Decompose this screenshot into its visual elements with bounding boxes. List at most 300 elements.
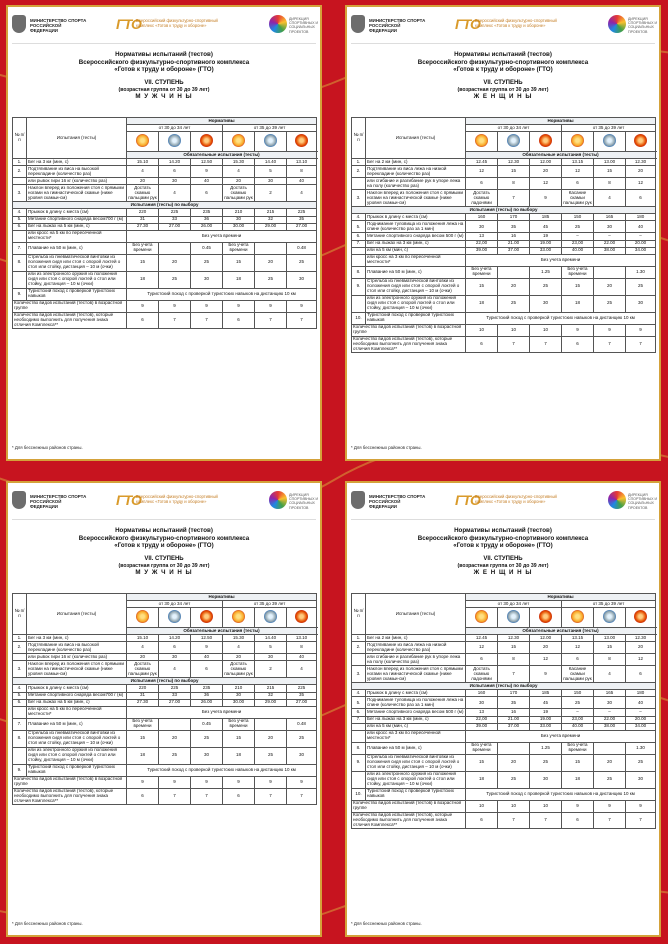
col-norms-header: Нормативы [466,118,656,125]
row-number [352,247,366,254]
norm-value: 33.00 [530,247,562,254]
header-divider [351,43,655,44]
age-group-1: от 30 до 34 лет [466,601,562,608]
norm-span-value: Туристский поход с проверкой туристских навыков на дистанцию 10 км [466,312,656,324]
test-name: Прыжок в длину с места (см) [27,685,127,692]
silver-badge-icon [603,610,616,623]
silver-badge-icon [168,610,181,623]
norm-value: 20 [498,754,530,771]
norm-value: 9 [191,642,223,654]
row-number: 5. [13,216,27,223]
row-number: 1. [352,635,366,642]
gold-badge-icon [136,610,149,623]
norm-value: 30 [594,697,626,709]
gto-logo-text: Всероссийский физкультурно-спортивный комплекс «Готов к труду и обороне» [136,494,218,504]
table-row [352,742,656,754]
row-number: 2. [13,166,27,178]
norm-value: 30 [626,295,656,312]
norm-value: 12.00 [530,159,562,166]
test-name: Бег на 2 км (мин, с) [366,635,466,642]
test-name: Бег на лыжах на 3 км (мин, с) [366,716,466,723]
norm-value: 20 [594,278,626,295]
table-row [13,271,317,288]
col-number-header: № п/п [352,594,366,635]
badge-cell [223,132,255,152]
norm-value: 2 [255,661,287,678]
row-number: 6. [13,223,27,230]
age-group-2: от 35 до 39 лет [562,601,656,608]
test-name: или рывок гири 16 кг (количество раз) [27,178,127,185]
count-value: 9 [626,800,656,812]
norm-value: 6 [626,190,656,207]
poster-sheet [345,481,661,937]
need-value: 7 [159,312,191,329]
row-number: 7. [13,242,27,254]
test-name: Прыжок в длину с места (см) [27,209,127,216]
count-value: 9 [626,324,656,336]
norms-table [351,593,656,829]
norm-span-value: Без учета времени [466,730,656,742]
count-value: 10 [466,800,498,812]
test-name: Бег на лыжах на 5 км (мин, с) [27,223,127,230]
count-value: 9 [255,776,287,788]
norm-value: 8 [287,166,317,178]
row-number [352,771,366,788]
norm-value: 25 [562,221,594,233]
badge-cell [466,608,498,628]
test-name: или кросс на 3 км по пересеченной местности* [366,730,466,742]
row-number [352,178,366,190]
count-value: 9 [594,800,626,812]
norm-value: 14.40 [255,159,287,166]
norm-value: 45 [530,221,562,233]
table-row [352,716,656,723]
test-name: или кросс на 5 км по пересеченной местности* [27,230,127,242]
bronze-badge-icon [634,134,647,147]
norm-value: 25 [287,254,317,271]
gold-badge-icon [571,134,584,147]
need-label: Количество видов испытаний (тестов), которые необходимо выполнить для получения знака отличия Комплекса** [352,336,466,353]
norm-value: 23,00 [562,240,594,247]
age-group-1: от 30 до 34 лет [127,601,223,608]
norm-value: 20.00 [626,716,656,723]
row-number [352,723,366,730]
norm-value: Без учета времени [466,742,498,754]
age-group-1: от 30 до 34 лет [127,125,223,132]
age-group-2: от 35 до 39 лет [223,601,317,608]
norm-value: 39.00 [466,723,498,730]
need-value: 7 [498,812,530,829]
test-name: Стрельба из пневматической винтовки из положения сидя или стоя с опорой локтей о стол или стойку, дистанция – 10 м (очки) [366,278,466,295]
gto-logo-text: Всероссийский физкультурно-спортивный комплекс «Готов к труду и обороне» [475,494,557,504]
row-number: 5. [352,221,366,233]
norm-value: Достать скамью пальцами рук [128,185,157,200]
norm-value: 185 [530,214,562,221]
test-name: или из электронного оружия из положения сидя или стоя с опорой локтей о стол или стойку, дистанция – 10 м (очки) [27,747,127,764]
need-value: 7 [287,312,317,329]
silver-badge-icon [168,134,181,147]
table-row [13,209,317,216]
norm-value: 20 [159,730,191,747]
norm-value: 0.48 [287,718,317,730]
count-value: 9 [255,300,287,312]
row-number: 10. [352,788,366,800]
row-number: 5. [13,692,27,699]
norm-value: – [594,709,626,716]
norm-value: 30.00 [223,699,255,706]
norm-value: Без учета времени [223,242,255,254]
table-row [13,635,317,642]
count-value: 9 [287,300,317,312]
row-number [13,230,27,242]
norm-value: 35 [498,697,530,709]
badge-cell [530,132,562,152]
test-name: или рывок гири 16 кг (количество раз) [27,654,127,661]
norm-value: 20 [594,754,626,771]
norm-value: 12 [562,166,594,178]
norm-value: 8 [594,654,626,666]
norm-value: – [626,233,656,240]
norm-value: 30 [223,216,255,223]
norm-value: 15 [594,642,626,654]
table-row [13,230,317,242]
norm-value: 6 [562,178,594,190]
directorate-logo-text: ДИРЕКЦИЯ СПОРТИВНЫХ И СОЦИАЛЬНЫХ ПРОЕКТОВ [628,493,658,510]
norm-value: Без учета времени [127,242,159,254]
norm-value: 26.00 [191,223,223,230]
norm-value: 15 [594,166,626,178]
norm-value: 12 [530,178,562,190]
table-row [352,666,656,683]
norm-value: 30 [191,747,223,764]
test-name: Бег на лыжах на 3 км (мин, с) [366,240,466,247]
norm-value: 9 [530,666,562,683]
count-value: 9 [562,324,594,336]
count-label: Количество видов испытаний (тестов) в возрастной группе [352,324,466,336]
norm-value: 19 [530,709,562,716]
stage-title: VII. СТУПЕНЬ [483,79,523,86]
poster-sheet [6,5,322,461]
norm-value: 13.15 [562,159,594,166]
norm-value: 15 [127,254,159,271]
norm-value: 45 [530,697,562,709]
norm-value: 30 [255,654,287,661]
table-row [352,295,656,312]
norm-value [498,266,530,278]
norm-value: 25 [626,754,656,771]
table-row [352,709,656,716]
count-value: 9 [191,300,223,312]
table-row [352,730,656,742]
bronze-badge-icon [539,610,552,623]
norm-value: 15 [562,278,594,295]
table-row [13,661,317,678]
bronze-badge-icon [200,610,213,623]
norm-value: 30.00 [223,223,255,230]
test-name: Наклон вперед из положения стоя с прямыми ногами на гимнастической скамье (ниже уровня скамьи-см) [366,190,466,207]
row-number: 3. [352,666,366,683]
norm-value: 32 [255,692,287,699]
gold-badge-icon [232,610,245,623]
norm-value: 20.00 [626,240,656,247]
footnote: * Для бесснежных районов страны. [351,921,422,926]
silver-badge-icon [507,134,520,147]
row-number [13,747,27,764]
norm-value: 33 [159,216,191,223]
need-row [13,788,317,805]
row-number [13,178,27,185]
age-group: (возрастная группа от 30 до 39 лет) [457,562,549,569]
bronze-badge-icon [539,134,552,147]
count-value: 10 [530,324,562,336]
norm-value: 35 [498,221,530,233]
badge-cell [127,132,159,152]
need-value: 7 [191,788,223,805]
norm-value: 25 [159,747,191,764]
norm-value: 210 [223,685,255,692]
table-row [352,642,656,654]
norm-value: 12 [466,166,498,178]
need-value: 6 [466,336,498,353]
norm-value: 19.00 [530,240,562,247]
col-test-header: Испытания (тесты) [27,118,127,159]
gold-badge-icon [232,134,245,147]
norm-value: – [562,233,594,240]
norm-value: Касание скамьи пальцами рук [563,665,592,681]
count-value: 9 [562,800,594,812]
badge-cell [159,132,191,152]
norm-value: 25 [498,295,530,312]
norm-value: 170 [498,690,530,697]
norm-value: 6 [159,166,191,178]
norm-value: Без учета времени [562,742,594,754]
badge-cell [223,608,255,628]
table-row [13,642,317,654]
norm-value: 4 [594,666,626,683]
age-group: (возрастная группа от 30 до 39 лет) [118,86,210,93]
directorate-star-icon [608,491,626,509]
badge-cell [255,608,287,628]
header-divider [12,43,316,44]
norm-value: 20 [530,166,562,178]
table-row [352,266,656,278]
gto-logo-text: Всероссийский физкультурно-спортивный комплекс «Готов к труду и обороне» [475,18,557,28]
norm-value: 15 [562,754,594,771]
norm-value: 6 [562,654,594,666]
count-value: 9 [191,776,223,788]
norms-table [12,593,317,805]
need-value: 7 [626,336,656,353]
ministry-logo-text: МИНИСТЕРСТВО СПОРТА РОССИЙСКОЙ ФЕДЕРАЦИИ [30,494,87,509]
test-name: Прыжок в длину с места (см) [366,690,466,697]
norm-value: 27.30 [127,223,159,230]
badge-cell [594,608,626,628]
norm-span-value: Туристский поход с проверкой туристских навыков на дистанцию 10 км [127,288,317,300]
row-number: 4. [13,209,27,216]
norm-value: 2 [255,185,287,202]
row-number [352,654,366,666]
test-name: Туристский поход с проверкой туристских навыков [366,788,466,800]
test-name: или сгибание и разгибание рук в упоре лежа на полу (количество раз) [366,178,466,190]
count-row [352,324,656,336]
norm-value: 25 [594,295,626,312]
test-name: Подтягивание из виса на высокой перекладине (количество раз) [27,166,127,178]
norm-value: Достать скамью пальцами рук [128,661,157,676]
title-line3: «Готов к труду и обороне» (ГТО) [453,66,553,73]
col-number-header: № п/п [352,118,366,159]
norm-value: 25 [594,771,626,788]
norm-value: 30 [255,178,287,185]
table-row [352,771,656,788]
row-number: 2. [13,642,27,654]
table-row [352,221,656,233]
row-number: 7. [352,716,366,723]
table-row [352,214,656,221]
need-value: 7 [255,788,287,805]
count-row [352,800,656,812]
col-norms-header: Нормативы [127,594,317,601]
age-group-2: от 35 до 39 лет [223,125,317,132]
norm-value: 18 [466,771,498,788]
norm-value: 30 [466,221,498,233]
norm-value: 40 [626,221,656,233]
silver-badge-icon [507,610,520,623]
norm-value: 38.00 [594,723,626,730]
norm-value: 20 [223,654,255,661]
norm-value: 12.30 [498,159,530,166]
norm-value: 30 [287,271,317,288]
poster-titles [6,527,322,576]
norm-value: 30 [626,771,656,788]
row-number: 6. [13,699,27,706]
table-row [13,730,317,747]
norm-value: 25 [562,697,594,709]
norm-value: 34.00 [626,723,656,730]
count-value: 9 [223,776,255,788]
row-number [352,254,366,266]
norm-value: 7 [498,666,530,683]
need-label: Количество видов испытаний (тестов), которые необходимо выполнить для получения знака отличия Комплекса** [13,312,127,329]
norm-value: 0.45 [191,718,223,730]
norms-table [12,117,317,329]
row-number: 10. [352,312,366,324]
title-line3: «Готов к труду и обороне» (ГТО) [453,542,553,549]
norm-value: 27.00 [159,699,191,706]
col-test-header: Испытания (тесты) [366,594,466,635]
norm-value: Достать скамью ладонями [466,190,498,207]
norm-value: – [626,709,656,716]
norm-value: 12.45 [466,635,498,642]
section-optional: Испытания (тесты) по выбору [13,202,317,209]
row-number [352,730,366,742]
norm-value: 36 [191,216,223,223]
table-row [13,254,317,271]
norm-value: 12.30 [626,159,656,166]
row-number [13,271,27,288]
norm-value: 12 [626,654,656,666]
need-row [352,812,656,829]
row-number: 2. [352,166,366,178]
row-number: 2. [352,642,366,654]
directorate-star-icon [269,491,287,509]
table-row [13,692,317,699]
title-line3: «Готов к труду и обороне» (ГТО) [114,542,214,549]
norm-value: 25 [255,747,287,764]
row-number: 4. [13,685,27,692]
norm-value: 150 [562,214,594,221]
norm-value: 225 [287,685,317,692]
table-row [13,242,317,254]
norm-value: 18 [562,295,594,312]
count-value: 10 [466,324,498,336]
table-row [352,233,656,240]
norm-value: 180 [626,690,656,697]
row-number: 6. [352,233,366,240]
gender-title: Ж Е Н Щ И Н Ы [473,568,533,576]
norm-value: 25 [287,730,317,747]
norm-value: 14.40 [255,635,287,642]
footnote: * Для бесснежных районов страны. [12,445,83,450]
test-name: Туристский поход с проверкой туристских навыков [27,288,127,300]
norm-value: Достать скамью пальцами рук [224,185,253,200]
norm-value: 26.00 [191,699,223,706]
test-name: Плавание на 50 м (мин, с) [27,242,127,254]
row-number: 5. [352,697,366,709]
norm-value: 13.00 [594,159,626,166]
norm-value: 160 [466,214,498,221]
silver-badge-icon [264,134,277,147]
coat-of-arms-icon [12,15,26,33]
norm-value: Достать скамью ладонями [466,666,498,683]
test-name: Метание спортивного снаряда весом 500 г (м) [367,233,464,239]
norm-span-value: Туристский поход с проверкой туристских навыков на дистанцию 10 км [466,788,656,800]
norm-value: 40.00 [562,247,594,254]
section-optional: Испытания (тесты) по выбору [352,207,656,214]
test-name: Бег на лыжах на 5 км (мин, с) [27,699,127,706]
norm-value: 4 [127,166,159,178]
norm-value: 33.00 [530,723,562,730]
norm-value: 18 [127,271,159,288]
norm-value: 225 [159,209,191,216]
norm-value: 15 [223,254,255,271]
row-number [352,295,366,312]
norm-value: 4 [159,661,191,678]
norm-value: 12.50 [191,635,223,642]
silver-badge-icon [603,134,616,147]
stage-title: VII. СТУПЕНЬ [483,555,523,562]
need-value: 7 [530,812,562,829]
norm-value: 27.00 [159,223,191,230]
norm-value: 13 [466,233,498,240]
norm-value: 20 [127,654,159,661]
norm-value: 20 [626,642,656,654]
norm-value [594,266,626,278]
count-label: Количество видов испытаний (тестов) в возрастной группе [13,776,127,788]
title-line1: Нормативы испытаний (тестов) [115,51,213,58]
need-value: 7 [287,788,317,805]
norm-value: 38.00 [594,247,626,254]
poster-sheet [6,481,322,937]
norm-value: 30 [530,771,562,788]
age-group: (возрастная группа от 30 до 39 лет) [118,562,210,569]
norm-value: Без учета времени [466,266,498,278]
table-row [352,254,656,266]
table-row [13,654,317,661]
row-number [13,706,27,718]
table-row [352,190,656,207]
table-row [13,718,317,730]
norm-span-value: Без учета времени [127,706,317,718]
